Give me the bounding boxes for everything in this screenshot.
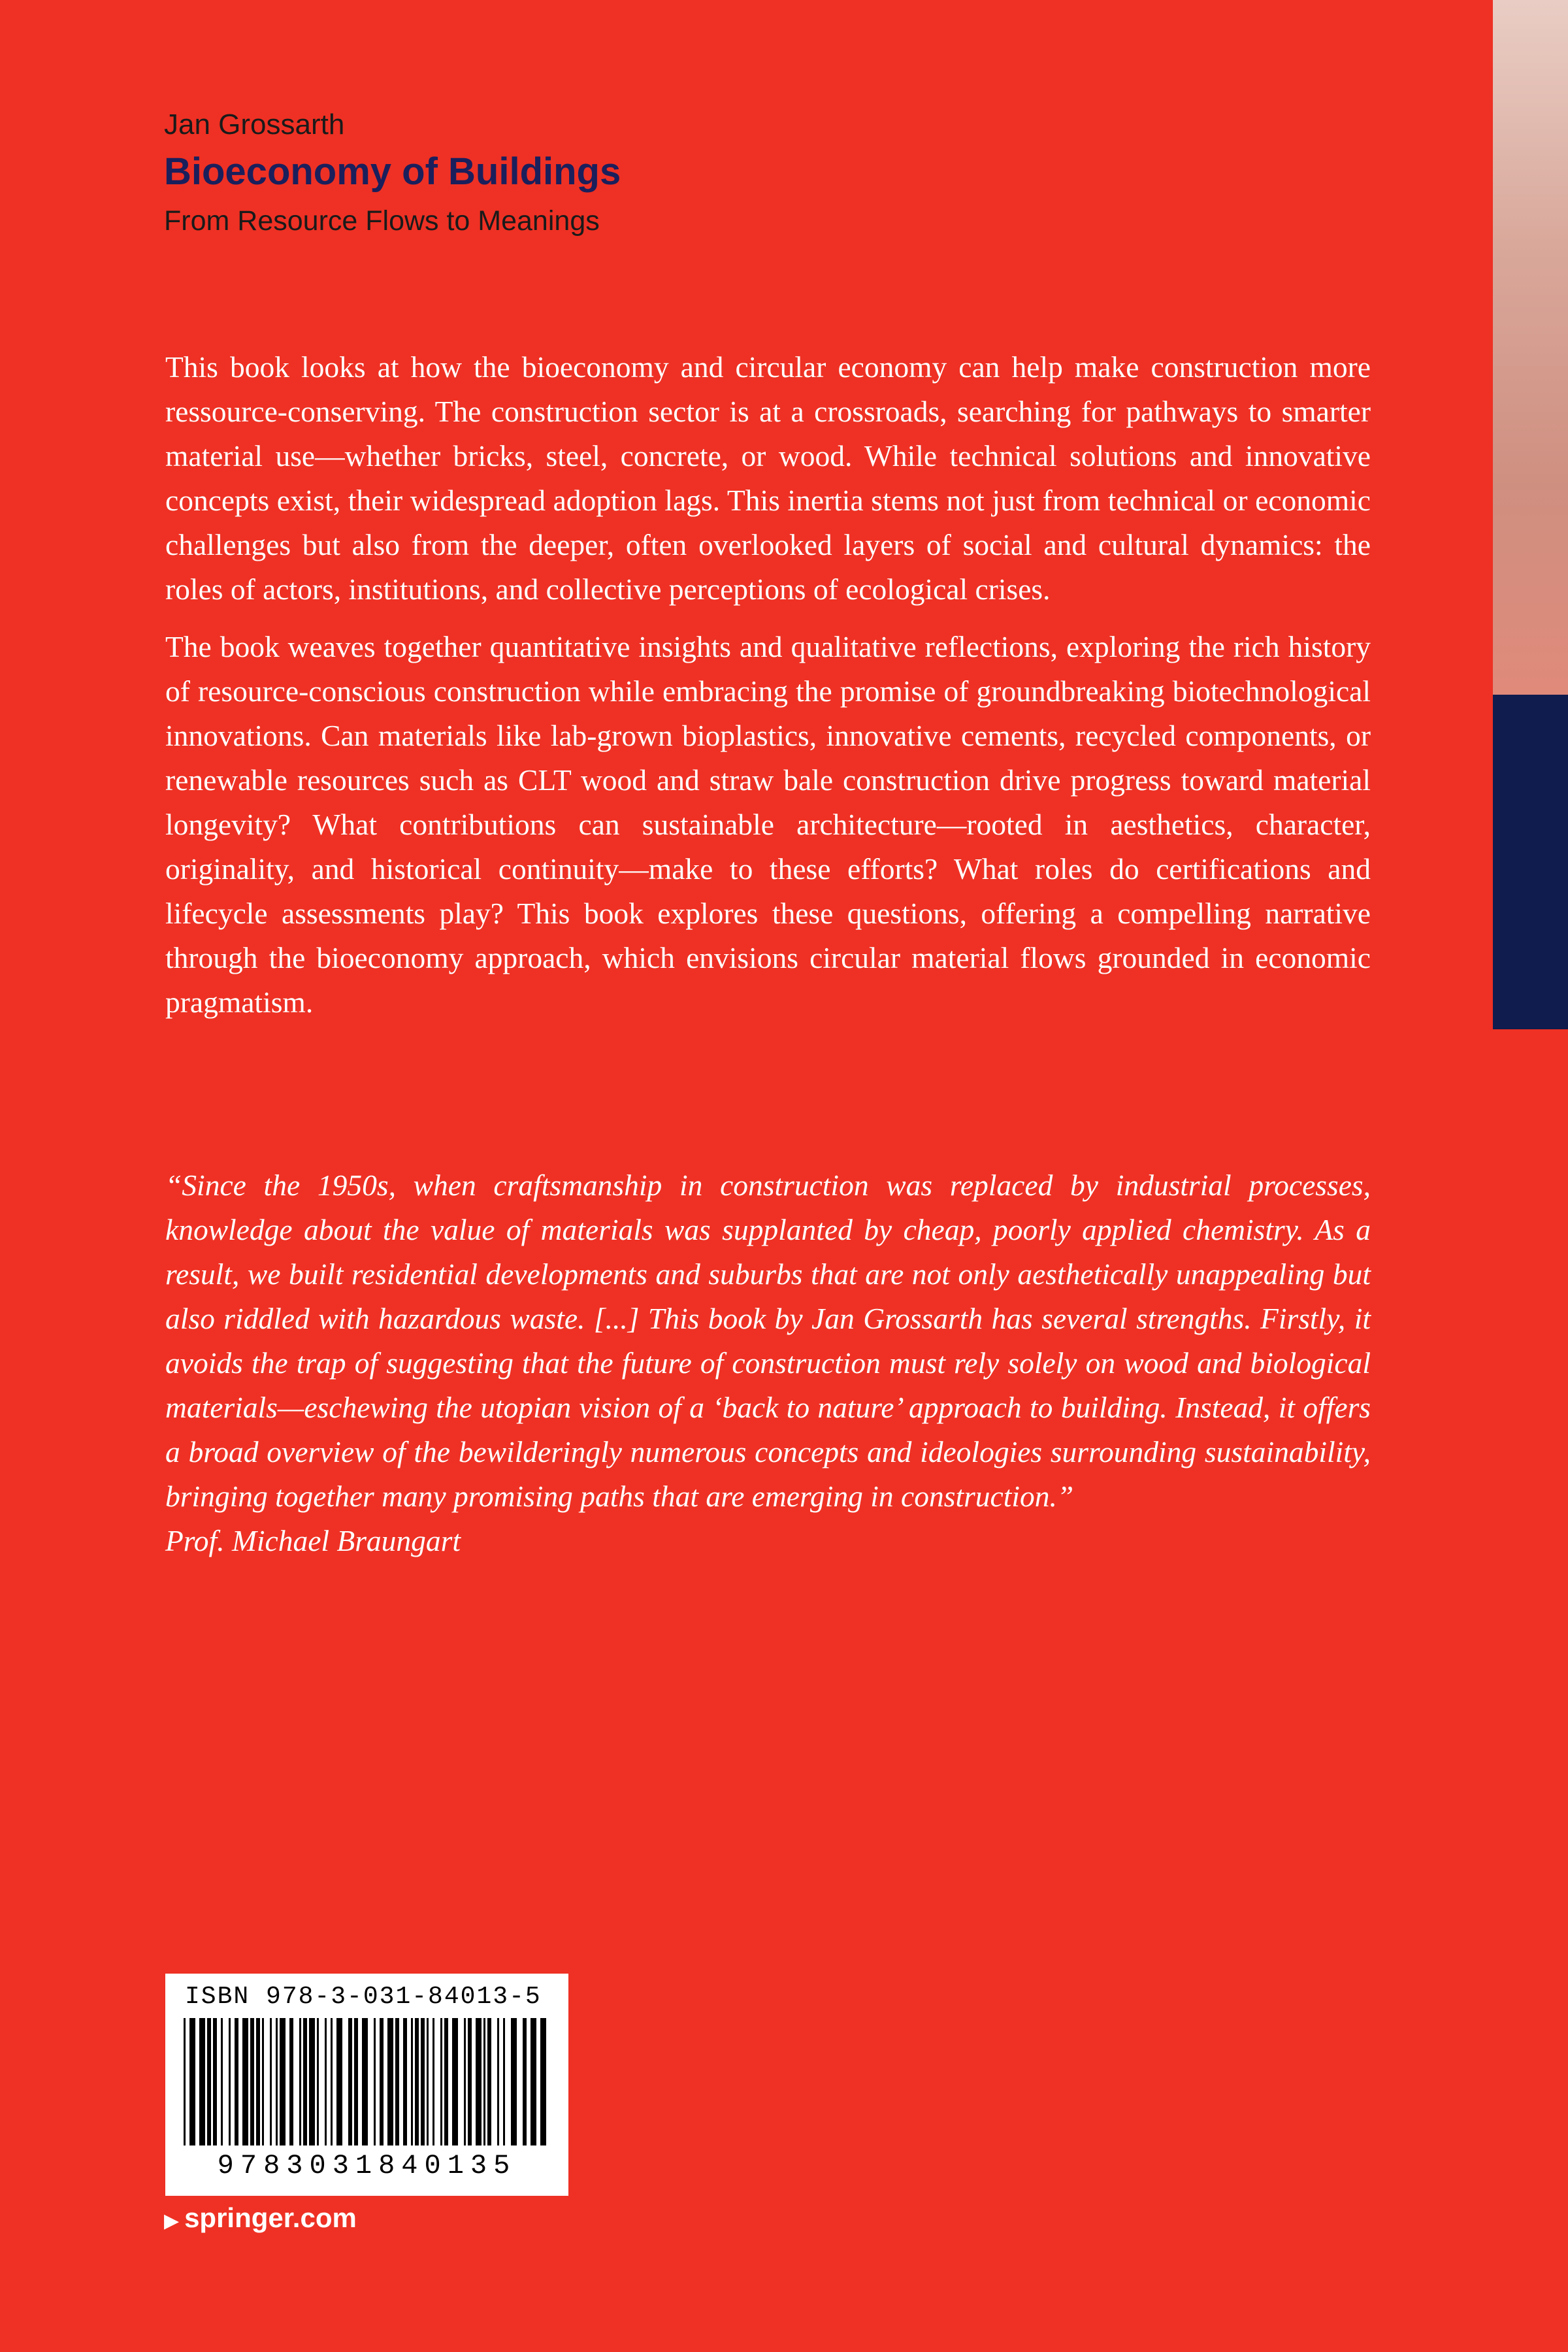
barcode-bar	[427, 2018, 429, 2145]
barcode-bar	[415, 2018, 419, 2145]
barcode-bar	[199, 2018, 205, 2145]
blurb	[165, 345, 1371, 1025]
endorsement	[165, 1163, 1371, 1563]
barcode-bar	[336, 2018, 342, 2145]
barcode-bar	[403, 2018, 407, 2145]
publisher-link[interactable]	[164, 2202, 357, 2234]
barcode-bar	[411, 2018, 413, 2145]
endorsement-attribution: Prof. Michael Braungart	[165, 1524, 461, 1557]
barcode-bar	[303, 2018, 307, 2145]
barcode-bar	[250, 2018, 254, 2145]
barcode-bar	[317, 2018, 319, 2145]
barcode-bar	[374, 2018, 376, 2145]
barcode-bar	[433, 2018, 434, 2145]
barcode-bar	[270, 2018, 272, 2145]
barcode-bar	[503, 2018, 505, 2145]
barcode-bar	[299, 2018, 301, 2145]
barcode-bar	[523, 2018, 527, 2145]
endorsement-quote: “Since the 1950s, when craftsmanship in construction was replaced by industrial processes, knowledge about the value of materials was supplanted by cheap, poorly applied chemistry. As a result, we built residential developments and suburbs that are not only aesthetically unappealing but also riddled with hazardous waste. [...] This book by Jan Grossarth has several strengths. Firstly, it avoids the trap of suggesting that the future of construction must rely solely on wood and biological materials—eschewing the utopian vision of a ‘back to nature’ approach to building. Instead, it offers a broad overview of the bewilderingly numerous concepts and ideologies surrounding sustainability, bringing together many promising paths that are emerging in construction.”	[165, 1168, 1371, 1513]
barcode-bar	[483, 2018, 485, 2145]
barcode-bars	[178, 2018, 555, 2149]
spine-color-band	[1493, 695, 1568, 1029]
barcode-bar	[207, 2018, 211, 2145]
barcode-bar	[476, 2018, 482, 2145]
barcode-bar	[348, 2018, 352, 2145]
barcode-bar	[452, 2018, 458, 2145]
barcode-bar	[235, 2018, 238, 2145]
spine-photo-strip	[1493, 0, 1568, 695]
author-name: Jan Grossarth	[164, 108, 345, 141]
barcode-bar	[440, 2018, 442, 2145]
barcode-bar	[362, 2018, 368, 2145]
barcode-bar	[242, 2018, 248, 2145]
barcode-bar	[531, 2018, 536, 2145]
barcode-bar	[487, 2018, 491, 2145]
barcode-bar	[511, 2018, 517, 2145]
barcode-bar	[540, 2018, 546, 2145]
barcode-bar	[325, 2018, 327, 2145]
barcode-bar	[289, 2018, 293, 2145]
barcode-bar	[468, 2018, 472, 2145]
barcode-bar	[380, 2018, 384, 2145]
barcode-bar	[262, 2018, 264, 2145]
barcode-bar	[309, 2018, 315, 2145]
barcode-bar	[464, 2018, 466, 2145]
blurb-paragraph-2: The book weaves together quantitative insights and qualitative reflections, exploring the rich history of resource-conscious construction while embracing the promise of groundbreaking biotechnological innovations. Can materials like lab-grown bioplastics, innovative cements, recycled components, or renewable resources such as CLT wood and straw bale construction drive progress toward material longevity? What contributions can sustainable architecture—rooted in aesthetics, character, originality, and historical continuity—make to these efforts? What roles do certifications and lifecycle assessments play? This book explores these questions, offering a compelling narrative through the bioeconomy approach, which envisions circular material flows grounded in economic pragmatism.	[165, 630, 1371, 1019]
barcode-bar	[497, 2018, 499, 2145]
barcode-bar	[213, 2018, 217, 2145]
barcode-bar	[421, 2018, 425, 2145]
barcode-bar	[444, 2018, 448, 2145]
blurb-paragraph-1: This book looks at how the bioeconomy and circular economy can help make construction more ressource-conserving. The construction sector is at a crossroads, searching for pathways to smarter material use—whether bricks, steel, concrete, or wood. While technical solutions and innovative concepts exist, their widespread adoption lags. This inertia stems not just from technical or economic challenges but also from the deeper, often overlooked layers of social and cultural dynamics: the roles of actors, institutions, and collective perceptions of ecological crises.	[165, 350, 1371, 606]
barcode-bar	[387, 2018, 393, 2145]
cover-header	[164, 108, 621, 239]
barcode-bar	[184, 2018, 186, 2145]
book-subtitle: From Resource Flows to Meanings	[164, 205, 600, 237]
barcode-bar	[354, 2018, 358, 2145]
barcode-bar	[221, 2018, 223, 2145]
isbn-label: ISBN 978-3-031-84013-5	[185, 1983, 542, 2011]
publisher-url: springer.com	[184, 2202, 357, 2233]
book-title: Bioeconomy of Buildings	[164, 150, 621, 193]
barcode-digits: 9783031840135	[217, 2150, 517, 2181]
barcode-bar	[256, 2018, 260, 2145]
barcode-bar	[280, 2018, 286, 2145]
barcode-bar	[229, 2018, 231, 2145]
barcode-bar	[395, 2018, 399, 2145]
barcode-bar	[189, 2018, 195, 2145]
play-arrow-icon: ▶	[164, 2210, 180, 2232]
barcode-bar	[331, 2018, 333, 2145]
barcode-bar	[276, 2018, 278, 2145]
isbn-barcode	[165, 1974, 568, 2196]
